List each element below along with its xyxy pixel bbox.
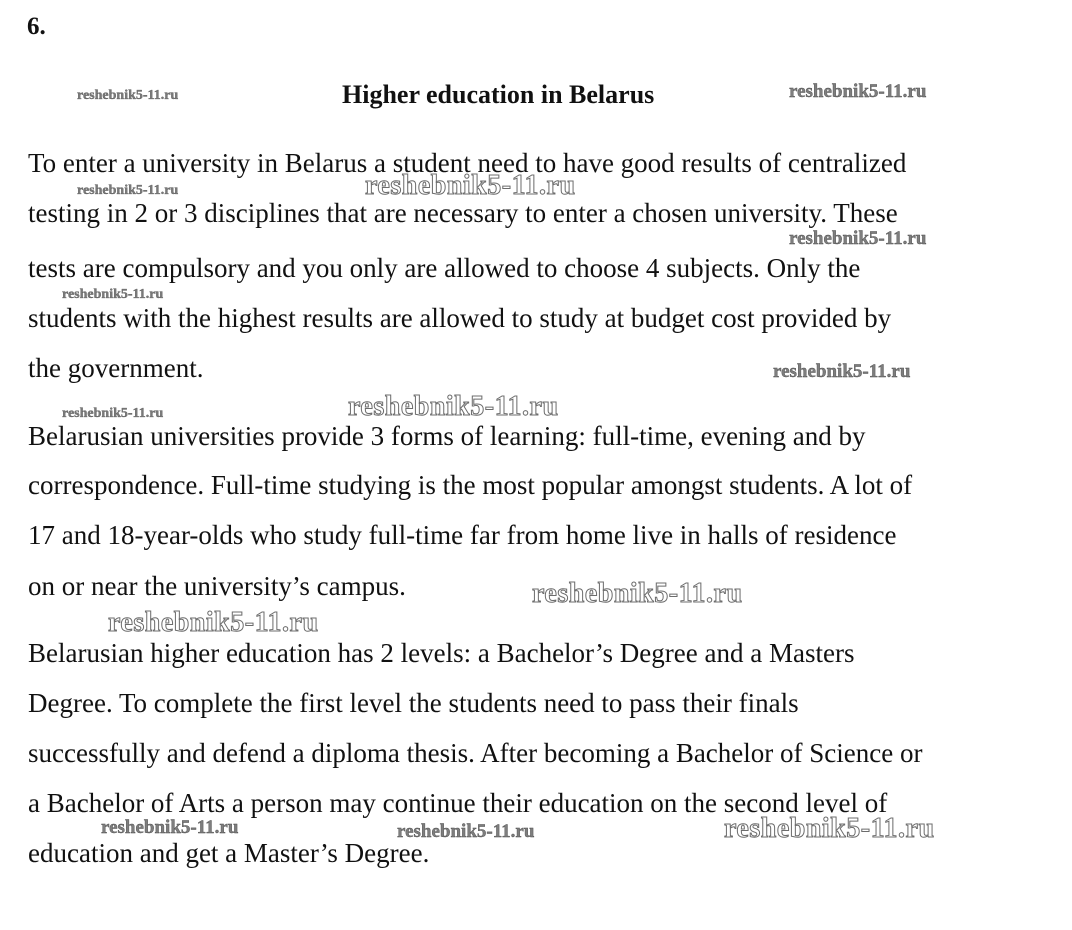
text-line-2: testing in 2 or 3 disciplines that are necessary to enter a chosen university. These [28,198,898,228]
watermark: reshebnik5-11.ru [724,813,935,844]
text-line-12: successfully and defend a diploma thesis. After becoming a Bachelor of Science or [28,738,923,768]
text-line-1: To enter a university in Belarus a student need to have good results of centralized [28,148,907,178]
watermark: reshebnik5-11.ru [108,607,319,638]
text-line-13: a Bachelor of Arts a person may continue their education on the second level of [28,788,888,818]
exercise-number: 6. [27,13,46,40]
text-line-4: students with the highest results are allowed to study at budget cost provided by [28,303,892,333]
watermark: reshebnik5-11.ru [789,228,927,249]
text-line-10: Belarusian higher education has 2 levels: a Bachelor’s Degree and a Masters [28,638,855,668]
text-line-11: Degree. To complete the first level the students need to pass their finals [28,688,799,718]
watermark: reshebnik5-11.ru [789,81,927,102]
text-line-3: tests are compulsory and you only are allowed to choose 4 subjects. Only the [28,253,861,283]
watermark: reshebnik5-11.ru [348,391,559,422]
text-line-8: 17 and 18-year-olds who study full-time far from home live in halls of residence [28,520,897,550]
watermark: reshebnik5-11.ru [77,88,179,103]
watermark: reshebnik5-11.ru [773,361,911,382]
watermark: reshebnik5-11.ru [62,287,164,302]
text-line-7: correspondence. Full-time studying is the most popular amongst students. A lot of [28,470,913,500]
watermark: reshebnik5-11.ru [365,170,576,201]
watermark: reshebnik5-11.ru [62,406,164,421]
watermark: reshebnik5-11.ru [77,183,179,198]
page-title: Higher education in Belarus [342,80,655,109]
text-line-5: the government. [28,353,204,383]
text-line-14: education and get a Master’s Degree. [28,838,430,868]
text-line-6: Belarusian universities provide 3 forms of learning: full-time, evening and by [28,421,866,451]
watermark: reshebnik5-11.ru [397,821,535,842]
watermark: reshebnik5-11.ru [532,578,743,609]
text-line-9: on or near the university’s campus. [28,571,406,601]
watermark: reshebnik5-11.ru [101,817,239,838]
